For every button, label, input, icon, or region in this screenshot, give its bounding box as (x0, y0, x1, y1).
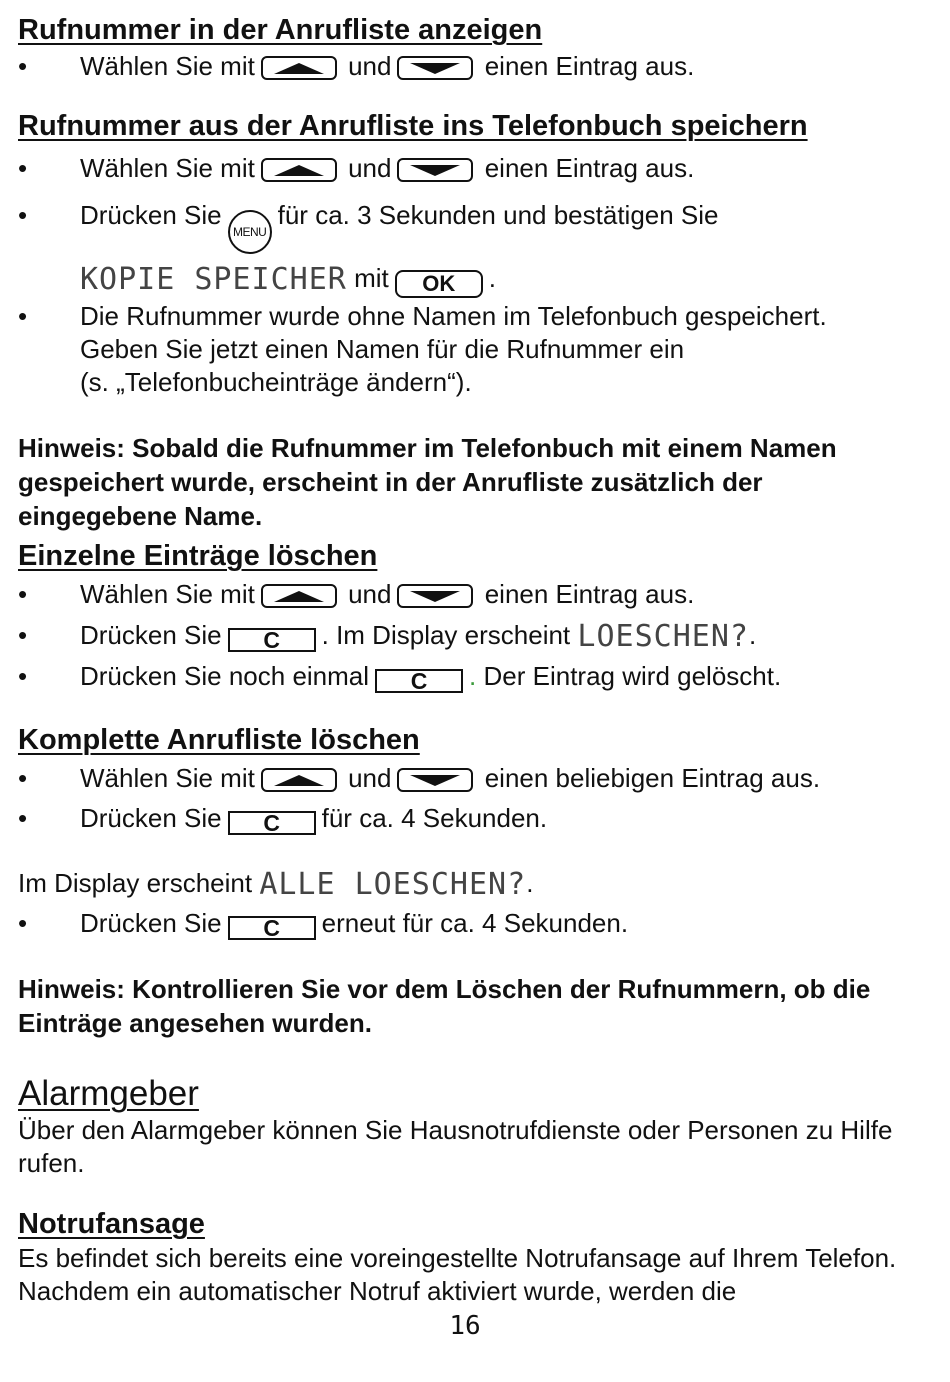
body-text: Über den Alarmgeber können Sie Hausnotrufdienste oder Personen zu Hilfe rufen. (18, 1115, 893, 1178)
list-item: • Wählen Sie mit und einen Eintrag aus. (18, 51, 695, 81)
list-item-continuation: KOPIE SPEICHER mit OK . (80, 262, 497, 297)
note-text: Hinweis: Sobald die Rufnummer im Telefonbuch mit einem Namen gespeichert wurde, erscheint in der Anrufliste zusätzlich der eingegebene Name. (18, 433, 837, 531)
c-key-icon: C (228, 916, 316, 940)
c-key-icon: C (228, 628, 316, 652)
up-arrow-key-icon (261, 56, 337, 80)
page-number: 16 (449, 1311, 481, 1341)
bullet: • (18, 301, 28, 331)
section-show-number (18, 12, 694, 83)
bullet: • (18, 620, 28, 650)
list-item: • Drücken Sie noch einmal C . Der Eintrag wird gelöscht. (18, 661, 782, 694)
display-text: ALLE LOESCHEN? (259, 867, 527, 902)
up-arrow-key-icon (261, 768, 337, 792)
bullet: • (18, 908, 28, 938)
note-text: Hinweis: Kontrollieren Sie vor dem Löschen der Rufnummern, ob die Einträge angesehen wurden. (18, 974, 871, 1038)
section-title: Notrufansage (18, 1208, 205, 1240)
down-arrow-key-icon (397, 56, 473, 80)
list-item: • Drücken Sie C erneut für ca. 4 Sekunden. (18, 908, 629, 941)
display-line: Im Display erscheint ALLE LOESCHEN?. (18, 867, 534, 902)
section-title: Rufnummer aus der Anrufliste ins Telefonbuch speichern (18, 110, 808, 142)
list-item: • Wählen Sie mit und einen Eintrag aus. (18, 153, 695, 183)
bullet: • (18, 763, 28, 793)
down-arrow-key-icon (397, 584, 473, 608)
section-delete-all (18, 722, 908, 1040)
display-text: LOESCHEN? (577, 619, 749, 654)
section-title: Alarmgeber (18, 1074, 199, 1113)
bullet: • (18, 803, 28, 833)
menu-key-icon: MENU (228, 210, 272, 254)
list-item: • Drücken SieMENUfür ca. 3 Sekunden und bestätigen Sie (18, 199, 908, 254)
section-title: Rufnummer in der Anrufliste anzeigen (18, 14, 543, 46)
list-item: • Wählen Sie mit und einen beliebigen Eintrag aus. (18, 763, 821, 793)
c-key-icon: C (228, 811, 316, 835)
down-arrow-key-icon (397, 158, 473, 182)
c-key-icon: C (375, 669, 463, 693)
up-arrow-key-icon (261, 584, 337, 608)
section-title: Einzelne Einträge löschen (18, 540, 378, 572)
up-arrow-key-icon (261, 158, 337, 182)
section-title: Komplette Anrufliste löschen (18, 724, 420, 756)
bullet: • (18, 200, 28, 230)
bullet: • (18, 51, 28, 81)
list-item: • Drücken Sie C . Im Display erscheint LOESCHEN?. (18, 619, 757, 654)
down-arrow-key-icon (397, 768, 473, 792)
display-text: KOPIE SPEICHER (80, 262, 347, 297)
list-item: • Drücken Sie C für ca. 4 Sekunden. (18, 803, 548, 836)
section-save-number (18, 108, 908, 533)
section-delete-single (18, 538, 781, 693)
section-alarm (18, 1074, 908, 1180)
section-emergency-message (18, 1206, 908, 1308)
bullet: • (18, 153, 28, 183)
list-item: • Die Rufnummer wurde ohne Namen im Telefonbuch gespeichert. Geben Sie jetzt einen Namen für die Rufnummer ein (s. „Telefonbucheinträge ändern“). (18, 301, 827, 397)
bullet: • (18, 579, 28, 609)
body-text: Es befindet sich bereits eine voreingestellte Notrufansage auf Ihrem Telefon. Nachdem ein automatischer Notruf aktiviert wurde, werden die (18, 1243, 897, 1306)
list-item: • Wählen Sie mit und einen Eintrag aus. (18, 579, 695, 609)
ok-key-icon: OK (395, 270, 483, 298)
bullet: • (18, 661, 28, 691)
